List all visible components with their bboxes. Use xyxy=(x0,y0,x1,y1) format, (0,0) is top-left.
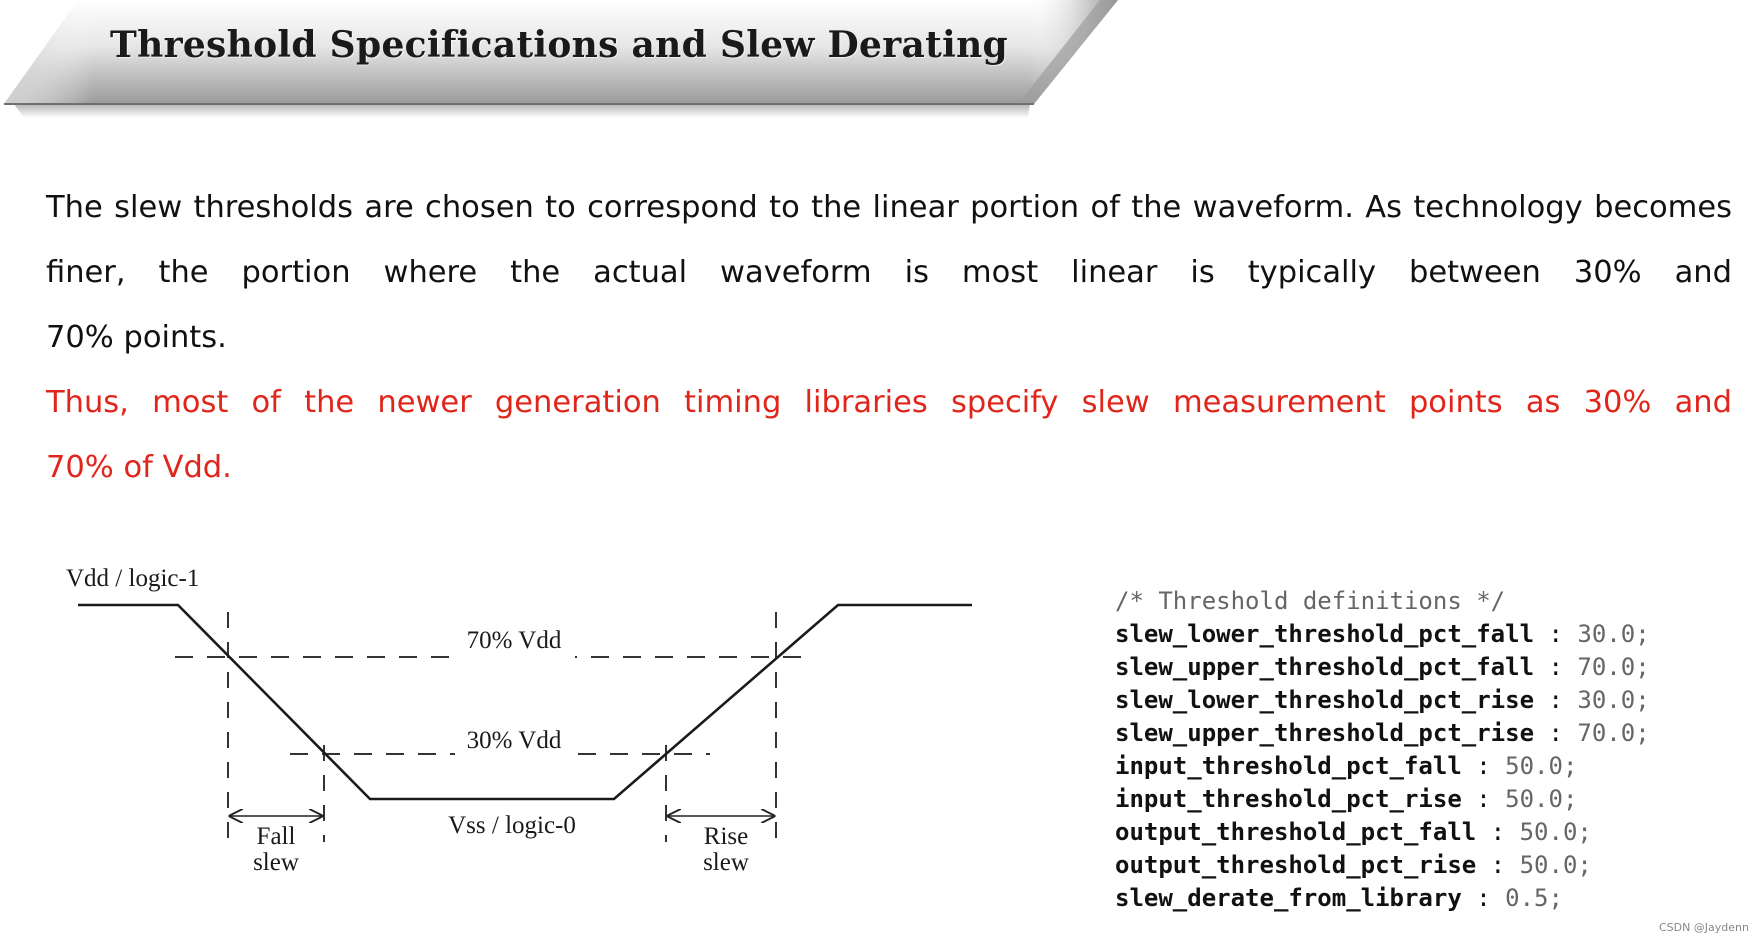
lower-threshold-label: 30% Vdd xyxy=(466,727,562,754)
code-value: 50.0; xyxy=(1505,752,1578,780)
slew-waveform-diagram xyxy=(0,550,1000,890)
code-key: slew_lower_threshold_pct_fall xyxy=(1115,620,1535,648)
emphasis-paragraph xyxy=(46,370,1732,500)
intro-line-1: The slew thresholds are chosen to correspond to the linear portion of the waveform. As technology xyxy=(46,190,1583,225)
code-line: output_threshold_pct_rise : 50.0; xyxy=(1115,851,1592,879)
code-value: 70.0; xyxy=(1577,719,1650,747)
code-line: slew_upper_threshold_pct_fall : 70.0; xyxy=(1115,653,1650,681)
upper-threshold-label: 70% Vdd xyxy=(466,627,562,654)
title-banner xyxy=(0,0,1120,120)
code-comment: /* Threshold definitions */ xyxy=(1115,587,1506,615)
intro-line-2: becomes finer, the portion where the actual waveform is most linear is typically between 30% and xyxy=(46,190,1732,290)
code-value: 0.5; xyxy=(1505,884,1563,912)
code-value: 70.0; xyxy=(1577,653,1650,681)
code-line: input_threshold_pct_fall : 50.0; xyxy=(1115,752,1578,780)
code-value: 30.0; xyxy=(1577,620,1650,648)
fall-slew-label: slew xyxy=(253,849,299,876)
rise-label: Rise xyxy=(703,823,749,850)
code-value: 50.0; xyxy=(1505,785,1578,813)
code-key: slew_upper_threshold_pct_rise xyxy=(1115,719,1535,747)
code-line: slew_lower_threshold_pct_fall : 30.0; xyxy=(1115,620,1650,648)
code-value: 50.0; xyxy=(1519,818,1592,846)
code-key: output_threshold_pct_rise xyxy=(1115,851,1477,879)
intro-line-3: 70% points. xyxy=(46,320,227,355)
fall-label: Fall xyxy=(256,823,296,850)
emphasis-line-2: 70% of Vdd. xyxy=(46,450,232,485)
code-key: output_threshold_pct_fall xyxy=(1115,818,1477,846)
code-key: slew_derate_from_library xyxy=(1115,884,1462,912)
code-line: slew_upper_threshold_pct_rise : 70.0; xyxy=(1115,719,1650,747)
code-key: input_threshold_pct_fall xyxy=(1115,752,1462,780)
code-line: slew_lower_threshold_pct_rise : 30.0; xyxy=(1115,686,1650,714)
code-key: slew_lower_threshold_pct_rise xyxy=(1115,686,1535,714)
vdd-label: Vdd / logic-1 xyxy=(66,565,200,592)
code-line: output_threshold_pct_fall : 50.0; xyxy=(1115,818,1592,846)
code-value: 30.0; xyxy=(1577,686,1650,714)
page-title: Threshold Specifications and Slew Derating xyxy=(110,24,1009,66)
emphasis-line-1: Thus, most of the newer generation timing libraries specify slew measurement points as 30% and xyxy=(46,385,1732,420)
code-key: slew_upper_threshold_pct_fall xyxy=(1115,653,1535,681)
watermark: CSDN @Jaydenn xyxy=(1658,921,1749,934)
code-key: input_threshold_pct_rise xyxy=(1115,785,1462,813)
threshold-code-block xyxy=(1115,585,1650,915)
code-line: input_threshold_pct_rise : 50.0; xyxy=(1115,785,1578,813)
code-line: slew_derate_from_library : 0.5; xyxy=(1115,884,1563,912)
rise-slew-label: slew xyxy=(703,849,749,876)
vss-label: Vss / logic-0 xyxy=(448,812,576,839)
intro-paragraph xyxy=(46,175,1732,370)
code-value: 50.0; xyxy=(1519,851,1592,879)
